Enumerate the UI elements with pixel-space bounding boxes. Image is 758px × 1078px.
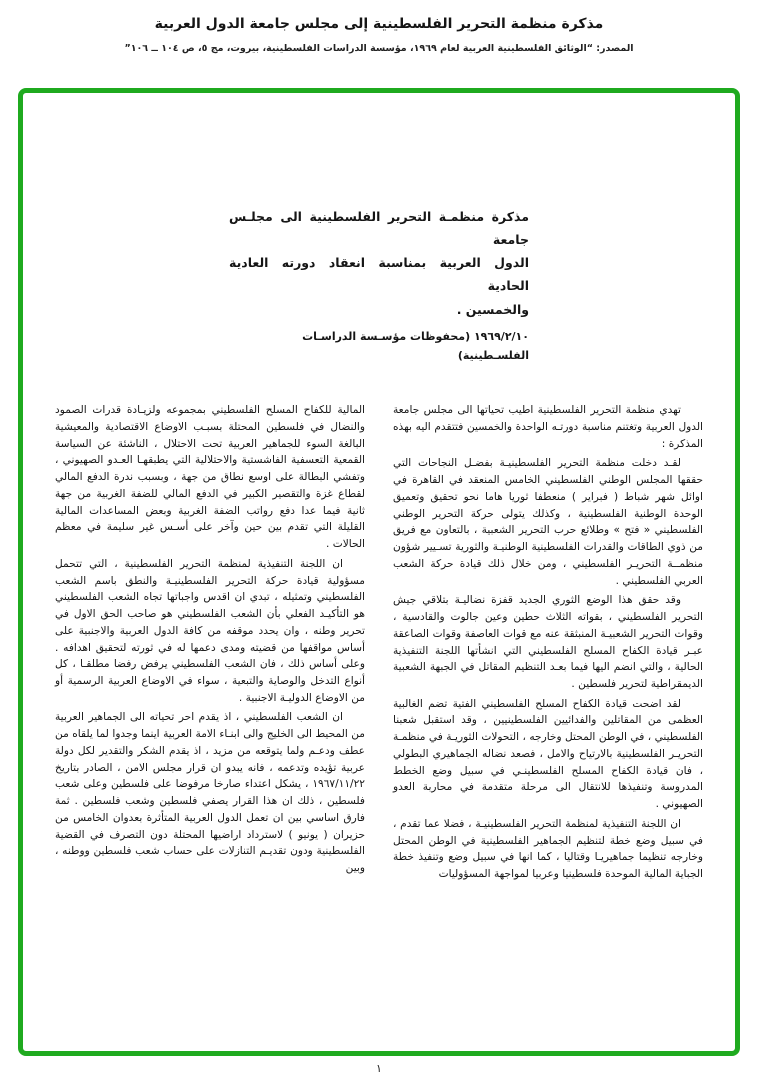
paragraph: الدول العربية بمناسبة انعقاد دورته العادية الحادية (229, 255, 529, 294)
column-right (393, 402, 703, 886)
column-left (55, 402, 365, 886)
document-title: مذكرة منظمة التحرير الفلسطينية إلى مجلس جامعة الدول العربية (154, 16, 604, 32)
paragraph: لقـد دخلت منظمة التحرير الفلسطينيـة بفضـل النجاحات التي حققها المجلس الوطني الفلسطيني الخامس المنعقد في القاهرة في اوائل شهر شباط ( فبراير ) منعطفا ثوريا هاما نحو تحقيق وتعميق الوحدة الوطنية الفلسطينية ، وكذلك يتولى حركة التحرير الوطني الفلسطيني « فتح » وطلائع حرب التحرير الشعبية ، بالتعاون مع فريق من ذوي الطاقات والقدرات الفلسطينية الوطنيـة والثورية تسـيير شؤون منظمــة التحريـر الفلسطيني ، ومن خلال ذلك قيادة حركة الشعب العربي الفلسطيني . (393, 457, 703, 587)
paragraph: والخمسين . (456, 301, 529, 317)
page-number: ١ (376, 1062, 382, 1075)
paragraph: المالية للكفاح المسلح الفلسطيني بمجموعه ولزيـادة قدرات الصمود والنضال في فلسطين المحتلة بسبـب الاوضاع الاقتصادية والمعيشية البالغة السوء للجماهير العربية تحت الاحتلال ، الناشئة عن السياسة القمعية التعسفية الفاشستية والاحتلالية التي يطبقهـا العـدو الصهيوني ، وتفشي البطالة على اوسع نطاق من جهة ، وبسبب ندرة الدفع المالي لقطاع غزة والتقصير الكبير في الدفع المالي للضفة الغربية من جهة ثانية فيما عدا دفع رواتب الضفة الغربية وبعض المساعدات المالية القليلة التي تقدم بين حين وآخر على أسـس غير سليمة في معظم الحالات . (55, 404, 365, 551)
page-header (0, 0, 758, 54)
paragraph: لقد اضحت قيادة الكفاح المسلح الفلسطيني الفتية تضم الغالبية العظمى من المقاتلين والفدائيين الفلسطينيين ، وقد استقبل شعبنا الفلسطيني ، في الوطن المحتل وخارجه ، التحولات الثوريـة في منظمـة التحريـر الفلسطينية بالارتياح والامل ، فصعد نضاله الجماهيري البطولي ، فان قيادة الكفاح المسلح الفلسطينـي في سبيل وضع الخطط المدروسة وتنفيذها للانتقال الى مرحلة متقدمة في محاربة العدو الصهيوني . (393, 697, 703, 811)
paragraph: ان اللجنة التنفيذية لمنظمة التحرير الفلسطينيـة ، فضلا عما تقدم ، في سبيل وضع خطة لتنظيم الجماهير الفلسطينية في الوطن المحتل وخارجه تنظيما جماهيريـا وقتاليا ، كما انها في سبيل وضع وتنفيذ خطة الجباية المالية الموحدة فلسطينيا وعربيا لمواجهة المسؤوليات (393, 817, 703, 881)
paragraph: مذكرة منظمـة التحرير الفلسطينية الى مجلـس جامعة (229, 209, 529, 248)
memo-heading (229, 205, 529, 366)
source-line: المصدر: “الوثائق الفلسطينية العربية لعام ١٩٦٩، مؤسسة الدراسات الفلسطينية، بيروت، مج ٥، ص ١٠٤ ــ ١٠٦” (124, 43, 634, 54)
paragraph: وقد حقق هذا الوضع الثوري الجديد قفزة نضاليـة بتلاقي جيش التحرير الفلسطيني ، بقواته الثلاث حطين وعين جالوت والقادسية ، وقوات التحرير الشعبيـة المنبثقة عنه مع قوات العاصفة وقوات الصاعقة عبـر قيادة الكفاح المسلح الفلسطيني التي انشأتها اللجنة التنفيذية الحالية ، والتي انضم اليها فيما بعـد التنظيم المقاتل في الجبهة الشعبية الديمقراطية لتحرير فلسطين . (393, 594, 703, 690)
document-frame (18, 88, 740, 1056)
paragraph: تهدي منظمة التحرير الفلسطينية اطيب تحياتها الى مجلس جامعة الدول العربية وتغتنم مناسبة دورتـه الواحدة والخمسين فتتقدم اليه بهذه المذكرة : (393, 404, 703, 450)
paragraph: ان الشعب الفلسطيني ، اذ يقدم احر تحياته الى الجماهير العربية من المحيط الى الخليج والى ابنـاء الامة العربية اينما وجدوا لما يلقاه من عطف ودعـم ولما يتوقعه من مزيد ، اذ يقدم الشكر والتقدير لكل دولة عربية تؤيده وتدعمه ، فانه يبدو ان قرار مجلس الامن ، الصادر بتاريخ ١٩٦٧/١١/٢٢ ، يشكل اعتداء صارخا مرفوضا على فلسطين وعلى شعب فلسطين ، ذلك ان هذا القرار يصفي فلسطين وشعب فلسطين . ثمة فارق اساسي بين ان تعمل الدول العربية المتأثرة بعدوان الخامس من حزيران ( يونيو ) لاسترداد اراضيها المحتلة دون التصرف في القضية الفلسطينية ودون تقديـم التنازلات على حساب شعب فلسطين ووطنه ، وبين (55, 711, 365, 875)
text-columns (55, 402, 703, 886)
memo-heading-text (229, 205, 529, 321)
memo-date: ١٩٦٩/٢/١٠ (محفوظات مؤسـسة الدراسـات الفلسـطينية) (302, 329, 529, 363)
paragraph: ان اللجنة التنفيذية لمنظمة التحرير الفلسطينية ، التي تتحمل مسؤولية قيادة حركة التحرير الفلسطينيـة والنطق باسم الشعب الفلسطيني وتمثيله ، تبدي ان اقدس واجباتها تجاه الشعب الفلسطيني هو التأكيـد الفعلي بأن الشعب الفلسطيني هو صاحب الحق الاول في تحرير وطنه ، وان يحدد موقفه من كافة الدول العربية والاجنبية على أساس مواقفها من قضيته ومدى دعمها له في ثورته لتحقيق اهدافه . وعلى أساس ذلك ، فان الشعب الفلسطيني يرفض رفضا مطلقـا ، كل أنواع التدخل والوصاية والتبعية ، سواء في الاوضاع العربية الرسمية أو من الاوضاع الدوليـة الاجنبية . (55, 557, 365, 704)
